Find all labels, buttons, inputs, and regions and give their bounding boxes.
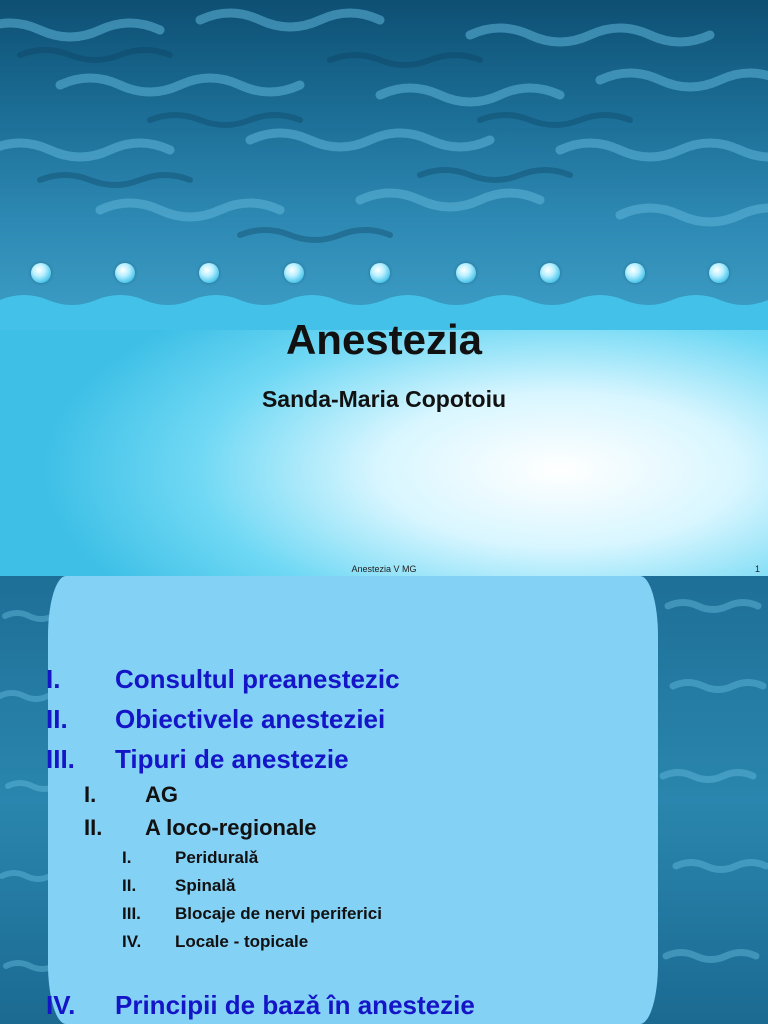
decor-dot bbox=[284, 263, 304, 283]
outline-subnumber: I. bbox=[84, 782, 97, 807]
outline-subsubnumber: IV. bbox=[122, 932, 142, 951]
outline-subitem: A loco-regionale bbox=[145, 815, 317, 840]
decor-dot bbox=[625, 263, 645, 283]
outline-slide bbox=[0, 576, 768, 1024]
outline-item: Tipuri de anestezie bbox=[115, 744, 349, 774]
outline-subnumber: II. bbox=[84, 815, 103, 840]
outline-subsubitem: Spinalǎ bbox=[175, 876, 236, 895]
decor-dot bbox=[540, 263, 560, 283]
outline-subsubitem: Blocaje de nervi periferici bbox=[175, 904, 382, 923]
decor-dot bbox=[115, 263, 135, 283]
outline-subsubnumber: III. bbox=[122, 904, 141, 923]
outline-item: Principii de bazǎ în anestezie bbox=[115, 990, 475, 1020]
outline-list bbox=[0, 576, 768, 1024]
outline-item: Consultul preanestezic bbox=[115, 664, 400, 694]
outline-subitem: AG bbox=[145, 782, 178, 807]
outline-subsubitem: Locale - topicale bbox=[175, 932, 309, 951]
decor-dot bbox=[456, 263, 476, 283]
outline-subsubnumber: II. bbox=[122, 876, 137, 895]
slide-title: Anestezia bbox=[285, 316, 483, 363]
slide-subtitle: Sanda-Maria Copotoiu bbox=[261, 386, 507, 412]
outline-number: I. bbox=[46, 664, 61, 694]
footer-text: Anestezia V MG bbox=[351, 564, 417, 574]
decor-dot bbox=[199, 263, 219, 283]
outline-number: II. bbox=[46, 704, 68, 734]
outline-item: Obiectivele anesteziei bbox=[115, 704, 386, 734]
outline-number: III. bbox=[46, 744, 75, 774]
page-number: 1 bbox=[754, 564, 760, 574]
slide-footer bbox=[0, 564, 768, 576]
decor-dot bbox=[709, 263, 729, 283]
outline-subsubitem: Periduralǎ bbox=[175, 848, 259, 867]
decor-dot bbox=[370, 263, 390, 283]
decor-dot bbox=[31, 263, 51, 283]
outline-number: IV. bbox=[46, 990, 76, 1020]
outline-subsubnumber: I. bbox=[122, 848, 132, 867]
